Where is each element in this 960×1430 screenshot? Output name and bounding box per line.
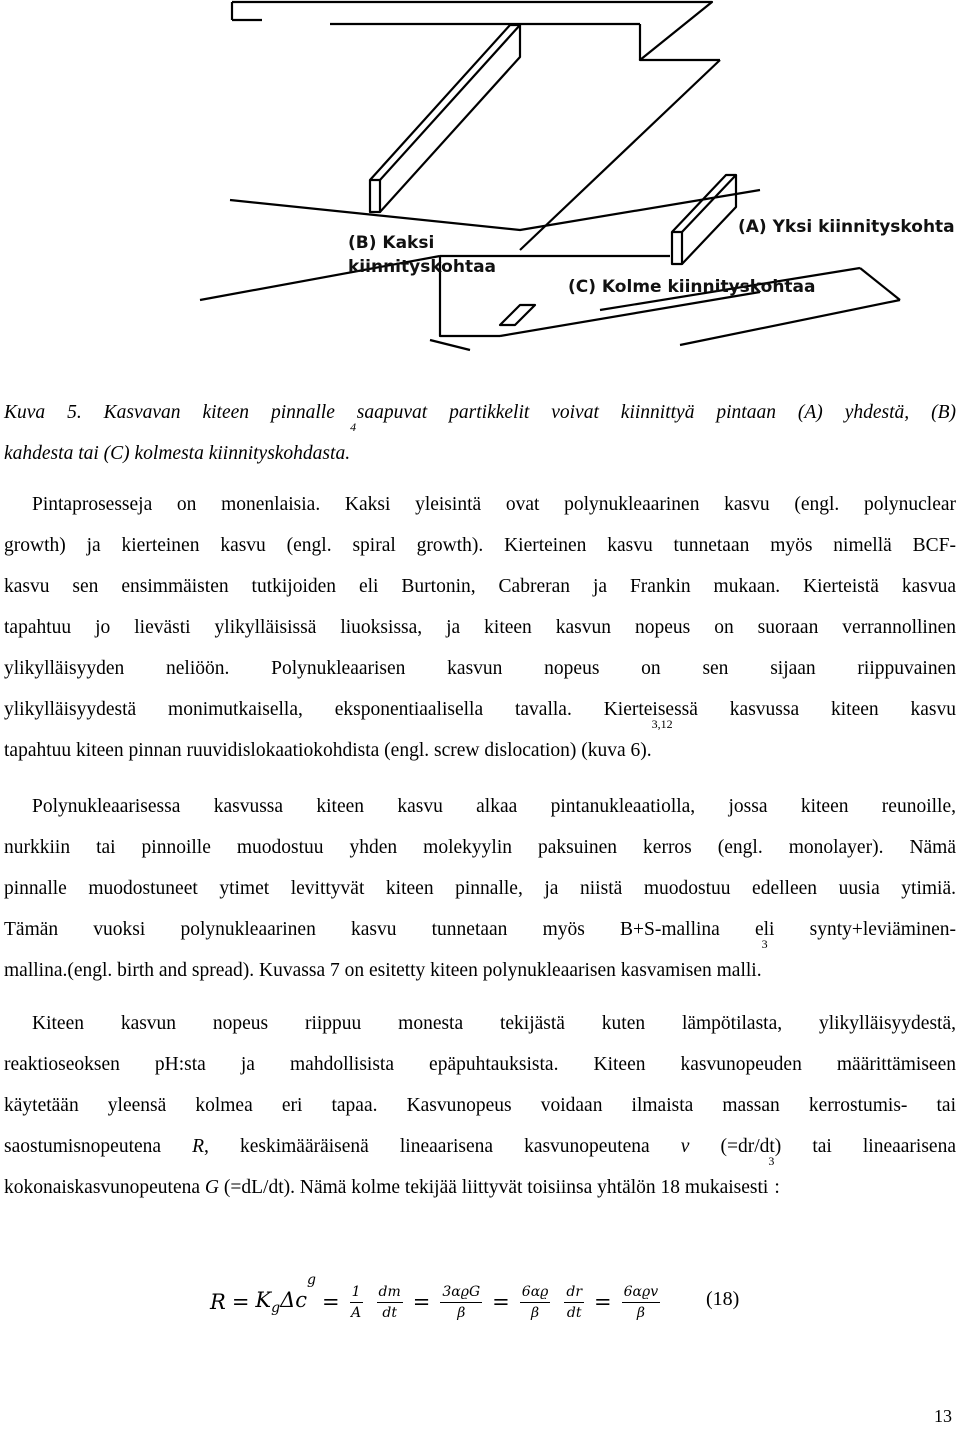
p3-ref: 3 <box>768 1154 775 1168</box>
p3-line: saostumisnopeutena R, keskimääräisenä lineaarisena kasvunopeutena v (=dr/dt) tai lineaarisena <box>4 1136 956 1157</box>
eq-equals: = <box>412 1290 431 1314</box>
fraction: $\frac{dr}{dt}$ <box>566 1283 583 1321</box>
eq-equals: = <box>492 1290 510 1314</box>
p1-line: ylikylläisyyden neliöön. Polynukleaarisen kasvun nopeus on sen sijaan riippuvainen <box>4 658 956 679</box>
fraction: $\frac{1}{A}$ <box>351 1283 362 1321</box>
caption-ref: 4 <box>350 420 357 434</box>
paragraph-2 <box>4 786 956 991</box>
paragraph-3 <box>4 1003 956 1208</box>
eq-lhs: R <box>210 1290 226 1314</box>
p3-line-last: kokonaiskasvunopeutena G (=dL/dt). Nämä kolme tekijää liittyvät toisiinsa yhtälön 18 mukaisesti$^3$: <box>4 1154 780 1198</box>
label-a: (A) Yksi kiinnityskohta <box>738 217 955 237</box>
label-c: (C) Kolme kiinnityskohtaa <box>568 277 816 297</box>
caption-line1: Kuva 5. Kasvavan kiteen pinnalle saapuvat partikkelit voivat kiinnittyä pintaan (A) yhdestä, (B) <box>4 402 956 423</box>
p1-line: growth) ja kierteinen kasvu (engl. spiral growth). Kierteinen kasvu tunnetaan myös nimellä BCF- <box>4 535 956 556</box>
fraction: $\frac{6\alpha ϱ}{\beta}$ <box>521 1283 549 1321</box>
paragraph-1 <box>4 484 956 771</box>
p1-line: tapahtuu jo lievästi ylikylläisissä liuoksissa, ja kiteen kasvun nopeus on suoraan verrannollinen <box>4 617 956 638</box>
p2-line: Polynukleaarisessa kasvussa kiteen kasvu alkaa pintanukleaatiolla, jossa kiteen reunoille, <box>32 796 956 817</box>
p3-line: Kiteen kasvun nopeus riippuu monesta tekijästä kuten lämpötilasta, ylikylläisyydestä, <box>32 1013 956 1034</box>
eq-equals: = <box>231 1290 250 1314</box>
fraction: $\frac{\text{3αϱG}}{\beta}$ <box>442 1283 481 1321</box>
crystal-growth-figure <box>0 0 960 355</box>
label-b-line1: (B) Kaksi <box>348 233 435 253</box>
p2-line-last: mallina.(engl. birth and spread). Kuvassa 7 on esitetty kiteen polynukleaarisen kasvamisen malli.$^3$ <box>4 937 768 981</box>
fraction: $\frac{dm}{dt}$ <box>378 1283 401 1321</box>
p2-ref: 3 <box>761 937 768 951</box>
p1-line-last: tapahtuu kiteen pinnan ruuvidislokaatiokohdista (engl. screw dislocation) (kuva 6).$^{3,12}$ <box>4 717 673 761</box>
eq-equals: = <box>594 1290 612 1314</box>
p2-line: pinnalle muodostuneet ytimet levittyvät kiteen pinnalle, ja niistä muodostuu edelleen uusia ytimiä. <box>4 878 956 899</box>
figure-caption <box>4 392 956 474</box>
eq-k: $K_g\Delta c^g$ <box>255 1271 316 1317</box>
equation-18 <box>210 1272 770 1332</box>
p3-line: reaktioseoksen pH:sta ja mahdollisista epäpuhtauksista. Kiteen kasvunopeuden määrittämiseen <box>4 1054 956 1075</box>
p1-line: Pintaprosesseja on monenlaisia. Kaksi yleisintä ovat polynukleaarinen kasvu (engl. polynuclear <box>32 494 956 515</box>
fraction: $\frac{\text{6αϱv}}{\beta}$ <box>623 1283 659 1321</box>
p1-line: kasvu sen ensimmäisten tutkijoiden eli Burtonin, Cabreran ja Frankin mukaan. Kierteistä kasvua <box>4 576 956 597</box>
label-b-line2: kiinnityskohtaa <box>348 257 497 277</box>
caption-line2: kahdesta tai (C) kolmesta kiinnityskohdasta.$^4$ <box>4 420 357 464</box>
page-number: 13 <box>934 1406 952 1426</box>
p3-line: käytetään yleensä kolmea eri tapaa. Kasvunopeus voidaan ilmaista massan kerrostumis- tai <box>4 1095 956 1116</box>
p1-ref: 3,12 <box>651 717 673 731</box>
p1-line: ylikylläisyydestä monimutkaisella, eksponentiaalisella tavalla. Kierteisessä kasvussa kiteen kasvu <box>4 699 956 720</box>
attachment-sites-diagram <box>0 0 960 355</box>
eq-equals: = <box>322 1290 340 1314</box>
equation-number: (18) <box>706 1288 740 1310</box>
p2-line: nurkkiin tai pinnoille muodostuu yhden molekyylin paksuinen kerros (engl. monolayer). Nämä <box>4 837 956 858</box>
p2-line: Tämän vuoksi polynukleaarinen kasvu tunnetaan myös B+S-mallina eli synty+leviäminen- <box>4 919 956 940</box>
